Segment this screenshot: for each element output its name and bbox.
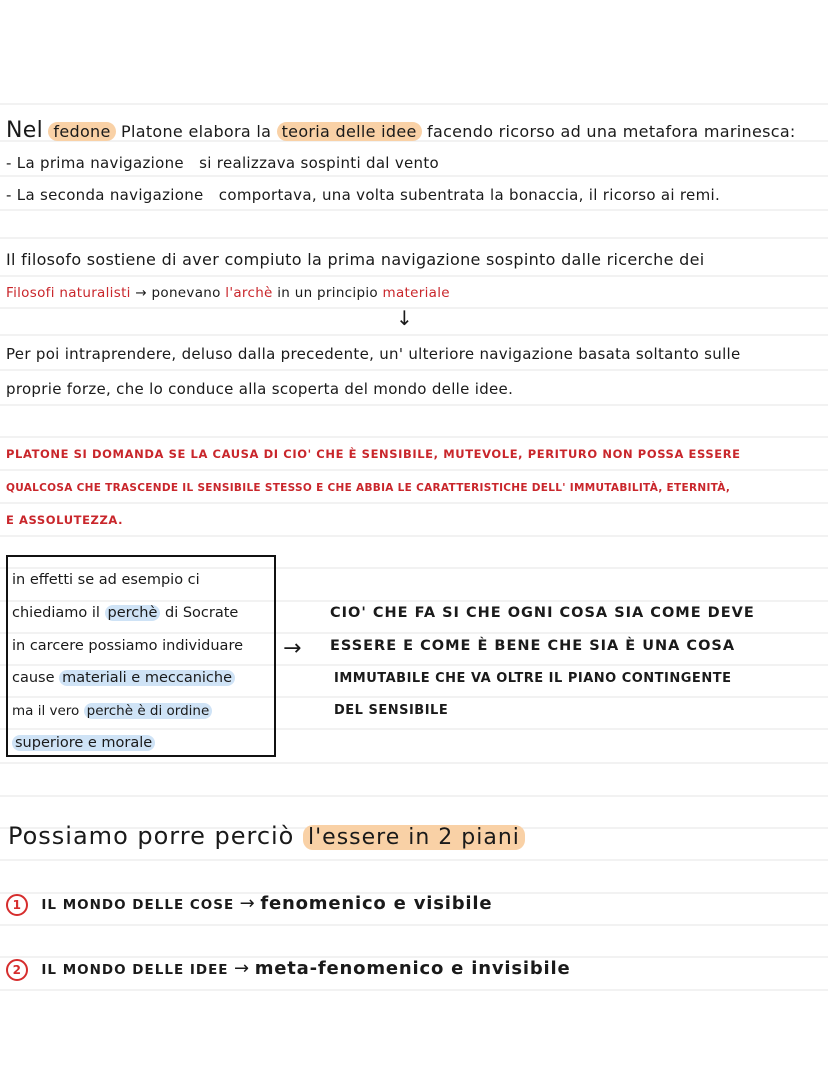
box-line-4: [12, 670, 235, 686]
piano-2-arrow: →: [233, 958, 250, 979]
platone-elabora: Platone elabora la: [121, 122, 272, 141]
perche-highlight: perchè: [105, 605, 161, 621]
piano-1-desc: fenomenico e visibile: [260, 893, 493, 914]
box-line-5: [12, 703, 212, 719]
filosofo-line: [6, 250, 704, 269]
filosofi-naturalisti: Filosofi naturalisti: [6, 285, 131, 301]
box-l2a: chiediamo il: [12, 605, 100, 621]
principio-text: in un principio: [277, 285, 378, 301]
right-arrow: →: [283, 636, 302, 661]
essere-highlight: l'essere in 2 piani: [303, 825, 525, 850]
platone-caps-line1: PLATONE SI DOMANDA SE LA CAUSA DI CIO' CHE È SENSIBILE, MUTEVOLE, PERITURO NON POSSA ESSERE: [6, 447, 741, 461]
per-poi-line2: proprie forze, che lo conduce alla scoperta del mondo delle idee.: [6, 380, 514, 398]
seconda-label: - La seconda navigazione: [6, 186, 204, 204]
number-2-icon: 2: [6, 959, 28, 981]
possiamo-line: [8, 822, 525, 850]
conclusione-line4: DEL SENSIBILE: [334, 703, 449, 718]
box-l5a: ma il vero: [12, 703, 80, 719]
piano-2: [6, 958, 570, 981]
prima-rest: si realizzava sospinti dal vento: [199, 154, 440, 172]
superiore-highlight: superiore e morale: [12, 735, 155, 751]
conclusione-line1: CIO' CHE FA SI CHE OGNI COSA SIA COME DEVE: [330, 605, 755, 621]
naturalisti-line: [6, 285, 450, 301]
filosofo-text: Il filosofo sostiene di aver compiuto la prima navigazione sospinto dalle ricerche dei: [6, 250, 705, 269]
platone-caps-line2: QUALCOSA CHE TRASCENDE IL SENSIBILE STESSO E CHE ABBIA LE CARATTERISTICHE DELL' IMMUTABILITÀ, ETERNITÀ,: [6, 482, 731, 494]
seconda-rest: comportava, una volta subentrata la bonaccia, il ricorso ai remi.: [218, 186, 721, 204]
conclusione-line2: ESSERE E COME È BENE CHE SIA È UNA COSA: [330, 638, 736, 654]
materiale-word: materiale: [382, 285, 450, 301]
prima-navigazione-line: [6, 154, 439, 172]
number-1-icon: 1: [6, 894, 28, 916]
piano-1: [6, 893, 492, 916]
conclusione-line3: IMMUTABILE CHE VA OLTRE IL PIANO CONTINGENTE: [334, 671, 732, 686]
prima-label: - La prima navigazione: [6, 154, 184, 172]
piano-1-label: IL MONDO DELLE COSE: [41, 897, 235, 913]
box-line-3: in carcere possiamo individuare: [12, 638, 244, 654]
box-line-2: [12, 605, 238, 621]
box-line-1: in effetti se ad esempio ci: [12, 572, 200, 588]
teoria-highlight: teoria delle idee: [277, 122, 422, 141]
piano-1-arrow: →: [239, 893, 255, 914]
ponevano-text: → ponevano: [135, 285, 221, 301]
arche-word: l'archè: [225, 285, 273, 301]
nel-word: Nel: [6, 118, 44, 143]
box-l2c: di Socrate: [164, 605, 239, 621]
per-poi-line1: Per poi intraprendere, deluso dalla precedente, un' ulteriore navigazione basata soltanto sulle: [6, 345, 741, 363]
piano-2-label: IL MONDO DELLE IDEE: [41, 962, 229, 978]
facendo-text: facendo ricorso ad una metafora marinesca:: [427, 122, 796, 141]
ordine-highlight: perchè è di ordine: [84, 703, 213, 719]
fedone-highlight: fedone: [48, 122, 115, 141]
piano-2-desc: meta-fenomenico e invisibile: [254, 958, 571, 979]
platone-caps-line3: E ASSOLUTEZZA.: [6, 513, 124, 527]
down-arrow: ↓: [396, 306, 414, 330]
possiamo-text: Possiamo porre perciò: [8, 822, 295, 850]
intro-line: [6, 118, 796, 143]
box-l4a: cause: [12, 670, 55, 686]
materiali-highlight: materiali e meccaniche: [59, 670, 235, 686]
box-line-6: [12, 735, 155, 751]
seconda-navigazione-line: [6, 186, 720, 204]
